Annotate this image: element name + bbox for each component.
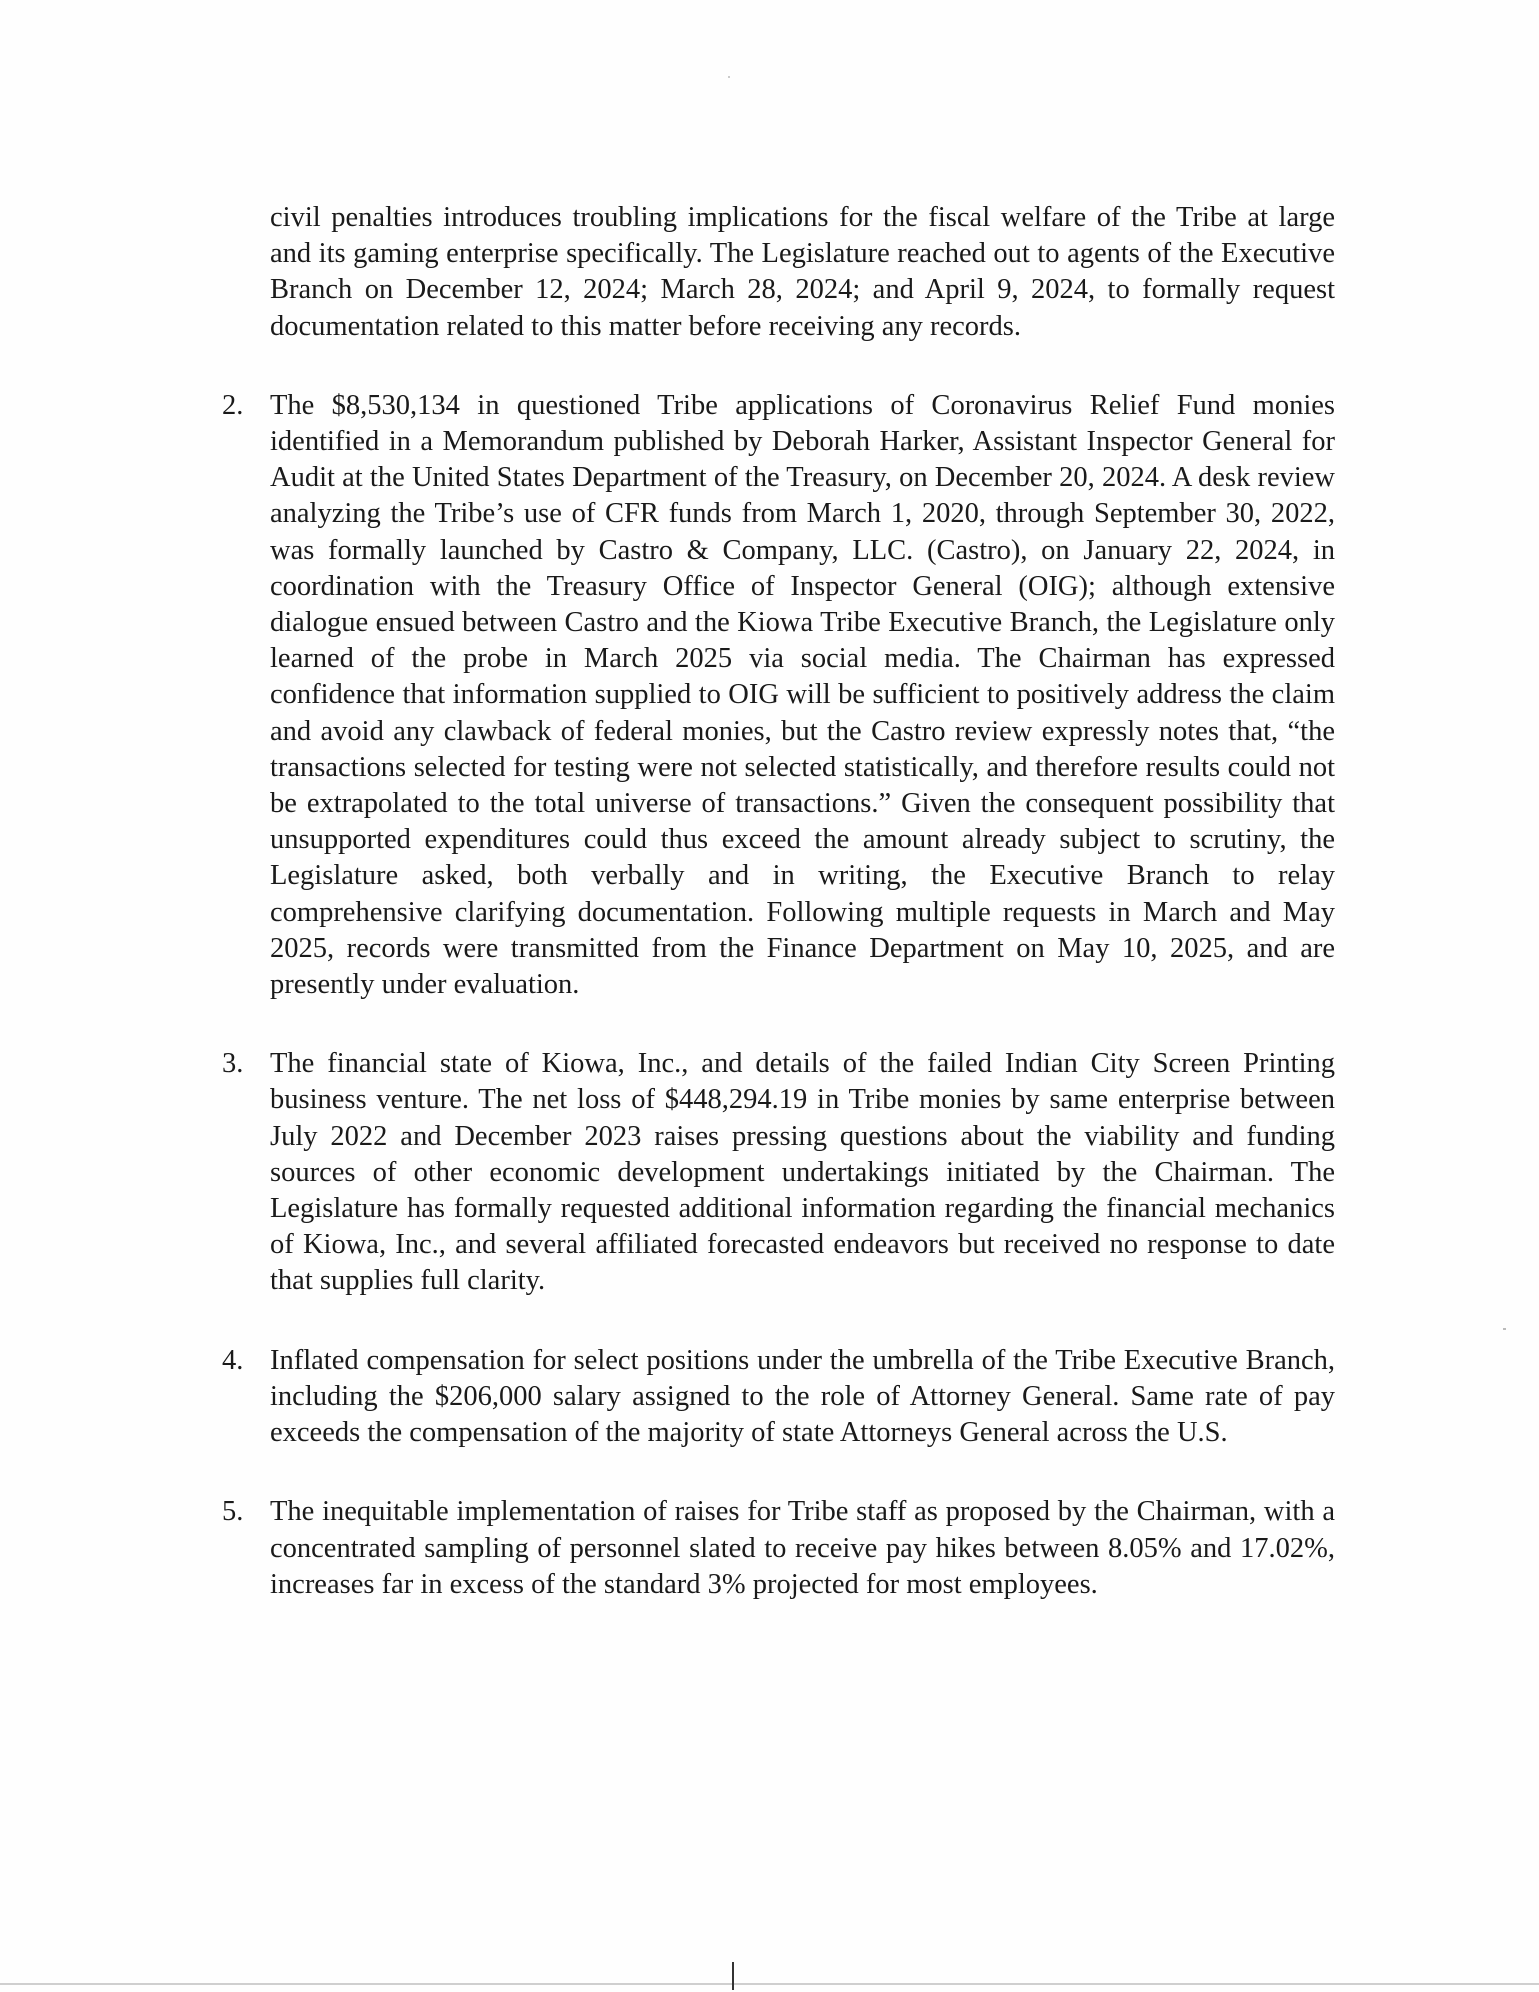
scan-tick-mark <box>732 1962 734 1990</box>
list-item-number: 4. <box>222 1344 244 1376</box>
list-item-text: The $8,530,134 in questioned Tribe applications of Coronavirus Relief Fund monies identified in a Memorandum published by Deborah Harker, Assistant Inspector General for Audit at the United States Department of the Treasury, on December 20, 2024. A desk review analyzing the Tribe’s use of CFR funds from March 1, 2020, through September 30, 2022, was formally launched by Castro & Company, LLC. (Castro), on January 22, 2024, in coordination with the Treasury Office of Inspector General (OIG); although extensive dialogue ensued between Castro and the Kiowa Tribe Executive Branch, the Legislature only learned of the probe in March 2025 via social media. The Chairman has expressed confidence that information supplied to OIG will be sufficient to positively address the claim and avoid any clawback of federal monies, but the Castro review expressly notes that, “the transactions selected for testing were not selected statistically, and therefore results could not be extrapolated to the total universe of transactions.” Given the consequent possibility that unsupported expenditures could thus exceed the amount already subject to scrutiny, the Legislature asked, both verbally and in writing, the Executive Branch to relay comprehensive clarifying documentation. Following multiple requests in March and May 2025, records were transmitted from the Finance Department on May 10, 2025, and are presently under evaluation. <box>270 389 1335 1001</box>
scan-speck <box>1503 1328 1506 1330</box>
document-body <box>222 200 1335 1603</box>
continuation-paragraph: civil penalties introduces troubling implications for the fiscal welfare of the Tribe at large and its gaming enterprise specifically. The Legislature reached out to agents of the Executive Branch on December 12, 2024; March 28, 2024; and April 9, 2024, to formally request documentation related to this matter before receiving any records. <box>270 202 1335 342</box>
scan-edge-line <box>0 1983 1539 1985</box>
list-item-text: Inflated compensation for select positions under the umbrella of the Tribe Executive Branch, including the $206,000 salary assigned to the role of Attorney General. Same rate of pay exceeds the compensation of the majority of state Attorneys General across the U.S. <box>270 1344 1335 1449</box>
numbered-list <box>222 388 1335 1603</box>
scan-speck <box>728 76 730 78</box>
list-item-text: The inequitable implementation of raises for Tribe staff as proposed by the Chairman, with a concentrated sampling of personnel slated to receive pay hikes between 8.05% and 17.02%, increases far in excess of the standard 3% projected for most employees. <box>270 1496 1335 1600</box>
list-item-text: The financial state of Kiowa, Inc., and details of the failed Indian City Screen Printing business venture. The net loss of $448,294.19 in Tribe monies by same enterprise between July 2022 and December 2023 raises pressing questions about the viability and funding sources of other economic development undertakings initiated by the Chairman. The Legislature has formally requested additional information regarding the financial mechanics of Kiowa, Inc., and several affiliated forecasted endeavors but received no response to date that supplies full clarity. <box>270 1048 1335 1297</box>
list-item <box>222 1046 1335 1299</box>
list-item <box>222 388 1335 1003</box>
list-item-number: 3. <box>222 1048 244 1080</box>
list-item-number: 2. <box>222 389 244 421</box>
list-item-number: 5. <box>222 1496 244 1528</box>
list-item <box>222 1494 1335 1603</box>
list-item <box>222 1343 1335 1452</box>
